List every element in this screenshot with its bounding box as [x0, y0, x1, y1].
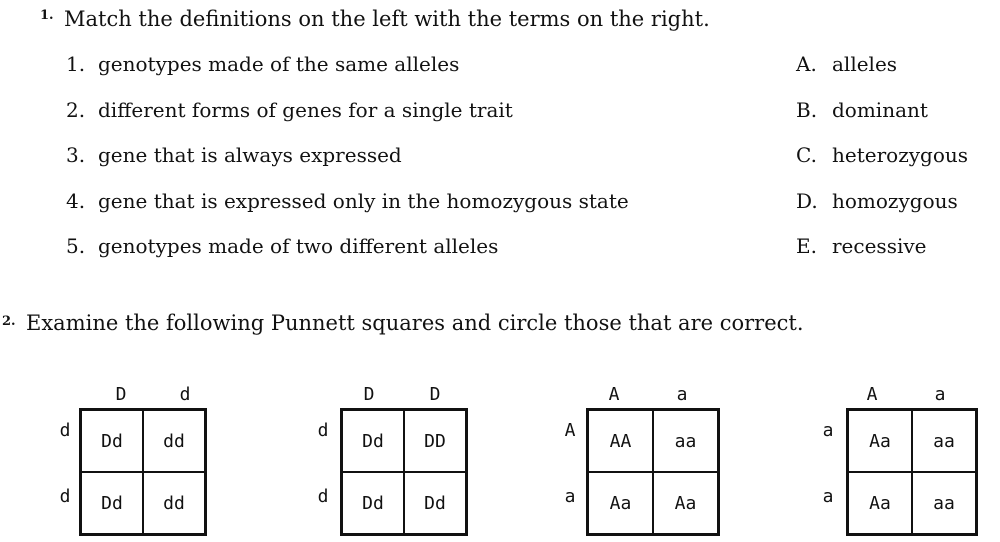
definition-number: 5. — [66, 234, 86, 258]
side-allele: d — [59, 486, 71, 507]
punnett-square-4 — [818, 384, 983, 540]
top-allele: A — [866, 384, 878, 405]
top-allele: d — [179, 384, 191, 405]
punnett-grid — [79, 408, 207, 536]
punnett-square-2 — [313, 384, 473, 540]
top-allele: A — [608, 384, 620, 405]
punnett-cell: DD — [404, 410, 466, 472]
term-letter: D. — [796, 189, 818, 213]
definition-4 — [66, 189, 629, 213]
term-letter: E. — [796, 234, 817, 258]
definition-1 — [66, 52, 459, 76]
side-allele: a — [564, 486, 576, 507]
definition-text: genotypes made of the same alleles — [98, 52, 460, 76]
question-2-number: 2. — [2, 314, 16, 329]
punnett-square-1 — [55, 384, 215, 540]
definition-number: 1. — [66, 52, 86, 76]
punnett-cell: Aa — [848, 472, 912, 534]
top-allele: a — [934, 384, 946, 405]
definition-2 — [66, 98, 513, 122]
top-allele: D — [115, 384, 127, 405]
term-text: homozygous — [832, 189, 958, 213]
side-allele: a — [822, 420, 834, 441]
definition-number: 2. — [66, 98, 86, 122]
punnett-cell: AA — [588, 410, 653, 472]
term-text: heterozygous — [832, 143, 969, 167]
term-c — [796, 143, 968, 167]
punnett-grid — [846, 408, 978, 536]
punnett-grid — [340, 408, 468, 536]
question-2-prompt: Examine the following Punnett squares and circle those that are correct. — [26, 311, 804, 335]
punnett-cell: dd — [143, 410, 205, 472]
definition-3 — [66, 143, 402, 167]
punnett-square-3 — [560, 384, 725, 540]
punnett-cell: dd — [143, 472, 205, 534]
punnett-cell: Dd — [81, 472, 143, 534]
term-text: dominant — [832, 98, 928, 122]
side-allele: A — [564, 420, 576, 441]
top-allele: D — [429, 384, 441, 405]
term-b — [796, 98, 928, 122]
term-d — [796, 189, 958, 213]
punnett-cell: Aa — [588, 472, 653, 534]
definition-number: 3. — [66, 143, 86, 167]
definition-text: different forms of genes for a single trait — [98, 98, 513, 122]
term-letter: A. — [796, 52, 817, 76]
term-letter: C. — [796, 143, 817, 167]
punnett-cell: aa — [912, 410, 976, 472]
term-text: alleles — [832, 52, 898, 76]
definition-5 — [66, 234, 498, 258]
side-allele: d — [317, 486, 329, 507]
definition-text: gene that is always expressed — [98, 143, 402, 167]
punnett-cell: Dd — [404, 472, 466, 534]
punnett-cell: aa — [912, 472, 976, 534]
punnett-grid — [586, 408, 720, 536]
side-allele: d — [59, 420, 71, 441]
definition-text: genotypes made of two different alleles — [98, 234, 499, 258]
definition-text: gene that is expressed only in the homozygous state — [98, 189, 629, 213]
punnett-cell: Dd — [342, 410, 404, 472]
term-e — [796, 234, 927, 258]
term-letter: B. — [796, 98, 818, 122]
punnett-cell: Aa — [653, 472, 718, 534]
term-a — [796, 52, 897, 76]
side-allele: a — [822, 486, 834, 507]
question-1-number: 1. — [40, 8, 54, 23]
top-allele: a — [676, 384, 688, 405]
punnett-cell: Dd — [81, 410, 143, 472]
term-text: recessive — [832, 234, 927, 258]
question-1-prompt: Match the definitions on the left with the terms on the right. — [64, 7, 710, 31]
punnett-cell: aa — [653, 410, 718, 472]
side-allele: d — [317, 420, 329, 441]
definition-number: 4. — [66, 189, 86, 213]
punnett-cell: Aa — [848, 410, 912, 472]
punnett-cell: Dd — [342, 472, 404, 534]
top-allele: D — [363, 384, 375, 405]
